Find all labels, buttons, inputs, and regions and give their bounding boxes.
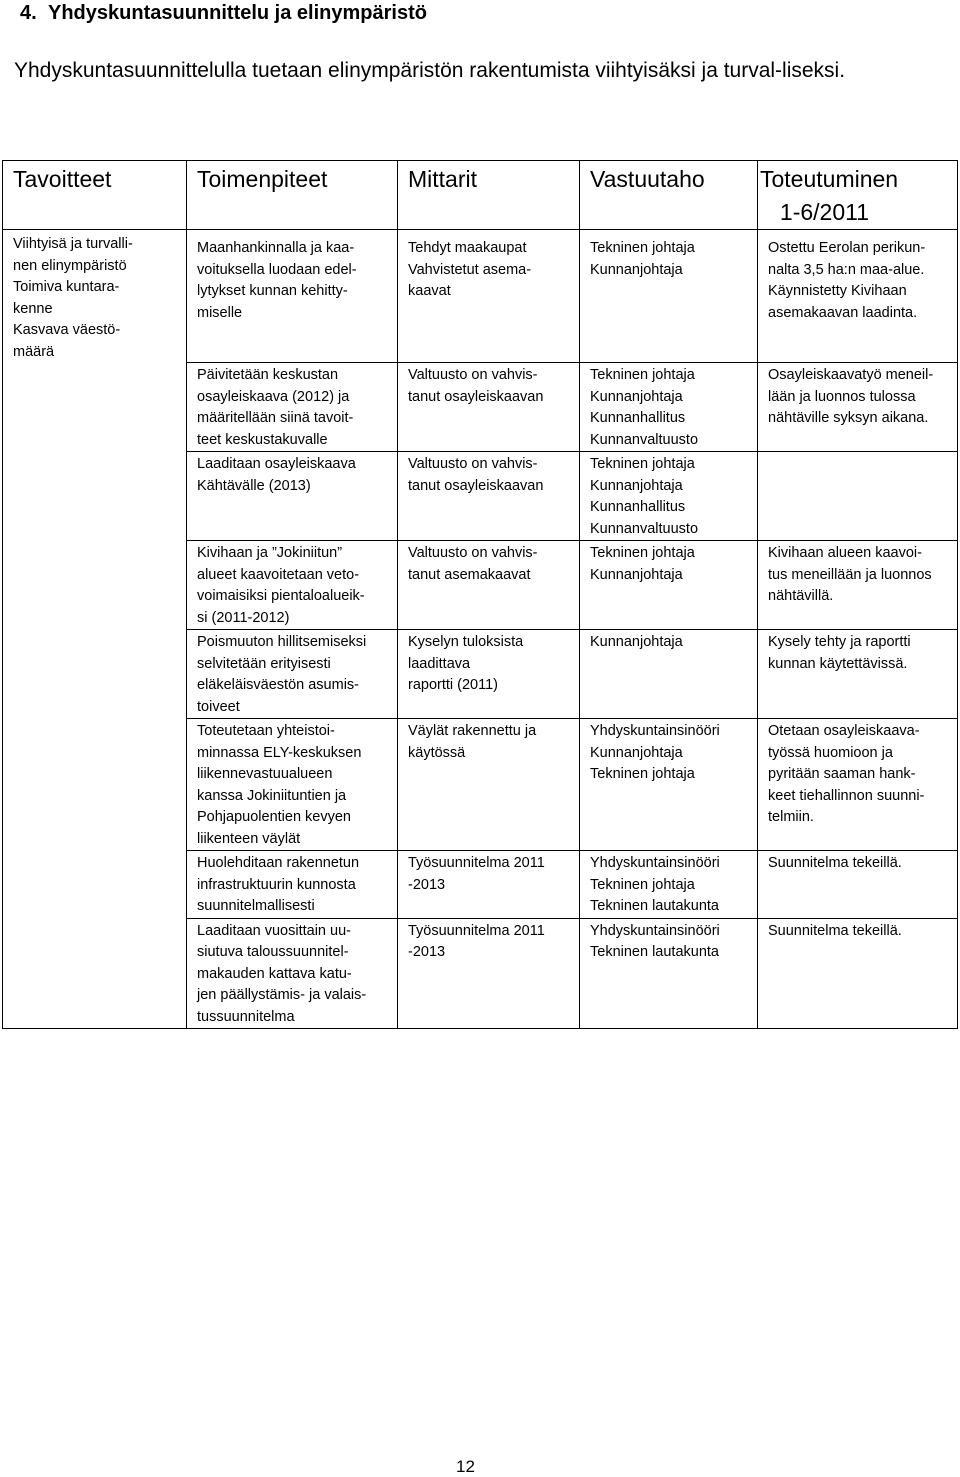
action-line: Toteutetaan yhteistoi-	[197, 723, 335, 739]
action-line: osayleiskaava (2012) ja	[197, 388, 350, 405]
metric-cell	[398, 230, 580, 363]
action-cell	[187, 230, 398, 363]
realization-line: Suunnitelma tekeillä.	[768, 922, 902, 939]
realization-line: pyritään saaman hank-	[768, 766, 916, 782]
action-line: eläkeläisväestön asumis-	[197, 677, 359, 693]
responsible-cell	[580, 719, 758, 851]
action-line: Kivihaan ja ”Jokiniitun”	[197, 545, 343, 561]
action-line: selvitetään erityisesti	[197, 655, 331, 672]
metric-cell	[398, 851, 580, 919]
action-line: Päivitetään keskustan	[197, 367, 339, 383]
action-cell	[187, 363, 398, 452]
section-heading	[20, 2, 427, 25]
responsible-cell	[580, 630, 758, 719]
header-metrics: Mittarit	[398, 161, 580, 230]
metric-line: Tehdyt maakaupat	[408, 240, 527, 256]
table-row	[3, 230, 958, 363]
realization-cell	[758, 363, 958, 452]
metric-line: Kyselyn tuloksista	[408, 634, 524, 650]
action-cell	[187, 452, 398, 541]
realization-cell	[758, 452, 958, 541]
action-line: voituksella luodaan edel-	[197, 261, 357, 278]
metric-line: -2013	[408, 944, 446, 960]
action-line: alueet kaavoitetaan veto-	[197, 566, 360, 583]
responsible-line: Tekninen lautakunta	[590, 944, 719, 960]
action-line: kanssa Jokiniituntien ja	[197, 787, 347, 804]
header-realization-label: Toteutuminen	[760, 166, 899, 192]
realization-line: nähtävillä.	[768, 588, 834, 604]
responsible-line: Kunnanhallitus	[590, 410, 686, 426]
realization-line: Kysely tehty ja raportti	[768, 634, 911, 650]
metric-cell	[398, 918, 580, 1029]
responsible-line: Kunnanjohtaja	[590, 744, 683, 761]
metric-line: Valtuusto on vahvis-	[408, 545, 538, 561]
responsible-line: Kunnanjohtaja	[590, 261, 683, 278]
responsible-line: Kunnanjohtaja	[590, 634, 683, 650]
realization-line: Suunnitelma tekeillä.	[768, 855, 902, 871]
realization-line: keet tiehallinnon suunni-	[768, 787, 925, 804]
realization-line: työssä huomioon ja	[768, 744, 893, 761]
responsible-line: Tekninen johtaja	[590, 545, 695, 561]
action-line: voimaisiksi pientaloalueik-	[197, 588, 365, 604]
realization-line: asemakaavan laadinta.	[768, 304, 918, 321]
header-realization	[758, 161, 958, 230]
responsible-line: Tekninen johtaja	[590, 240, 695, 256]
responsible-cell	[580, 918, 758, 1029]
metric-line: tanut osayleiskaavan	[408, 477, 544, 494]
realization-line: tus meneillään ja luonnos	[768, 566, 932, 583]
metric-line: Vahvistetut asema-	[408, 261, 532, 278]
action-line: makauden kattava katu-	[197, 965, 352, 982]
action-line: määritellään siinä tavoit-	[197, 410, 354, 426]
metric-cell	[398, 630, 580, 719]
action-line: toiveet	[197, 698, 240, 715]
action-line: minnassa ELY-keskuksen	[197, 744, 362, 761]
intro-paragraph: Yhdyskuntasuunnittelulla tuetaan elinympäristön rakentumista viihtyisäksi ja turval-liseksi.	[14, 59, 846, 82]
metric-cell	[398, 719, 580, 851]
realization-cell	[758, 851, 958, 919]
goals-cell	[3, 230, 187, 1029]
realization-line: lään ja luonnos tulossa	[768, 388, 916, 405]
metric-line: tanut osayleiskaavan	[408, 388, 544, 405]
action-line: jen päällystämis- ja valais-	[197, 987, 367, 1003]
realization-line: nalta 3,5 ha:n maa-alue.	[768, 261, 925, 278]
action-line: miselle	[197, 304, 243, 321]
action-line: suunnitelmallisesti	[197, 898, 315, 914]
realization-cell	[758, 630, 958, 719]
action-cell	[187, 918, 398, 1029]
metric-line: Työsuunnitelma 2011	[408, 855, 545, 871]
responsible-line: Kunnanjohtaja	[590, 566, 683, 583]
action-line: liikenteen väylät	[197, 830, 301, 847]
realization-cell	[758, 230, 958, 363]
action-line: Huolehditaan rakennetun	[197, 855, 360, 871]
realization-cell	[758, 918, 958, 1029]
realization-line: Osayleiskaavatyö meneil-	[768, 367, 934, 383]
responsible-line: Tekninen lautakunta	[590, 898, 719, 914]
action-line: lytykset kunnan kehitty-	[197, 283, 348, 299]
responsible-cell	[580, 230, 758, 363]
responsible-line: Tekninen johtaja	[590, 367, 695, 383]
action-cell	[187, 630, 398, 719]
metric-line: kaavat	[408, 283, 451, 299]
metric-cell	[398, 452, 580, 541]
responsible-line: Kunnanjohtaja	[590, 388, 683, 405]
metric-line: käytössä	[408, 744, 466, 761]
responsible-line: Tekninen johtaja	[590, 876, 695, 893]
metric-line: Väylät rakennettu ja	[408, 723, 537, 739]
realization-line: Otetaan osayleiskaava-	[768, 723, 920, 739]
responsible-line: Kunnanhallitus	[590, 499, 686, 515]
responsible-cell	[580, 541, 758, 630]
metric-line: -2013	[408, 876, 446, 893]
action-line: teet keskustakuvalle	[197, 431, 328, 448]
action-cell	[187, 541, 398, 630]
action-line: Maanhankinnalla ja kaa-	[197, 240, 355, 256]
metric-cell	[398, 541, 580, 630]
responsible-cell	[580, 452, 758, 541]
realization-line: Käynnistetty Kivihaan	[768, 283, 907, 299]
metric-line: raportti (2011)	[408, 677, 498, 693]
action-line: Pohjapuolentien kevyen	[197, 809, 351, 825]
page-number: 12	[456, 1457, 475, 1476]
metric-line: Valtuusto on vahvis-	[408, 456, 538, 472]
action-line: Poismuuton hillitsemiseksi	[197, 634, 367, 650]
header-realization-period: 1-6/2011	[779, 199, 869, 225]
action-cell	[187, 719, 398, 851]
responsible-line: Kunnanvaltuusto	[590, 431, 699, 448]
metric-line: tanut asemakaavat	[408, 566, 531, 583]
responsible-line: Kunnanjohtaja	[590, 477, 683, 494]
responsible-cell	[580, 851, 758, 919]
realization-line: telmiin.	[768, 809, 814, 825]
header-actions: Toimenpiteet	[187, 161, 398, 230]
goal-line: määrä	[13, 343, 55, 360]
goal-line: Kasvava väestö-	[13, 322, 121, 338]
realization-line: nähtäville syksyn aikana.	[768, 410, 929, 426]
action-line: Laaditaan vuosittain uu-	[197, 922, 351, 939]
action-line: infrastruktuurin kunnosta	[197, 876, 356, 893]
responsible-line: Yhdyskuntainsinööri	[590, 855, 720, 871]
action-line: tussuunnitelma	[197, 1008, 295, 1025]
responsible-cell	[580, 363, 758, 452]
metric-cell	[398, 363, 580, 452]
header-goals: Tavoitteet	[3, 161, 187, 230]
header-responsible: Vastuutaho	[580, 161, 758, 230]
responsible-line: Tekninen johtaja	[590, 456, 695, 472]
metric-line: laadittava	[408, 655, 471, 672]
metric-line: Työsuunnitelma 2011	[408, 922, 545, 939]
action-line: Kähtävälle (2013)	[197, 477, 311, 494]
realization-cell	[758, 719, 958, 851]
responsible-line: Kunnanvaltuusto	[590, 520, 699, 537]
responsible-line: Yhdyskuntainsinööri	[590, 922, 720, 939]
section-number: 4.	[20, 2, 37, 24]
realization-line: kunnan käytettävissä.	[768, 655, 908, 672]
action-line: liikennevastuualueen	[197, 766, 333, 782]
realization-line: Kivihaan alueen kaavoi-	[768, 545, 922, 561]
action-cell	[187, 851, 398, 919]
realization-cell	[758, 541, 958, 630]
action-line: si (2011-2012)	[197, 609, 290, 626]
section-title: Yhdyskuntasuunnittelu ja elinympäristö	[48, 2, 427, 24]
action-line: siutuva taloussuunnitel-	[197, 944, 349, 960]
goal-line: Toimiva kuntara-	[13, 279, 120, 295]
realization-line: Ostettu Eerolan perikun-	[768, 240, 926, 256]
goal-line: nen elinympäristö	[13, 257, 127, 274]
goal-line: Viihtyisä ja turvalli-	[13, 236, 133, 252]
action-line: Laaditaan osayleiskaava	[197, 456, 356, 472]
table-header-row	[3, 161, 958, 230]
goal-line: kenne	[13, 300, 53, 317]
responsible-line: Tekninen johtaja	[590, 766, 695, 782]
responsible-line: Yhdyskuntainsinööri	[590, 723, 720, 739]
plan-table	[2, 160, 958, 1029]
metric-line: Valtuusto on vahvis-	[408, 367, 538, 383]
